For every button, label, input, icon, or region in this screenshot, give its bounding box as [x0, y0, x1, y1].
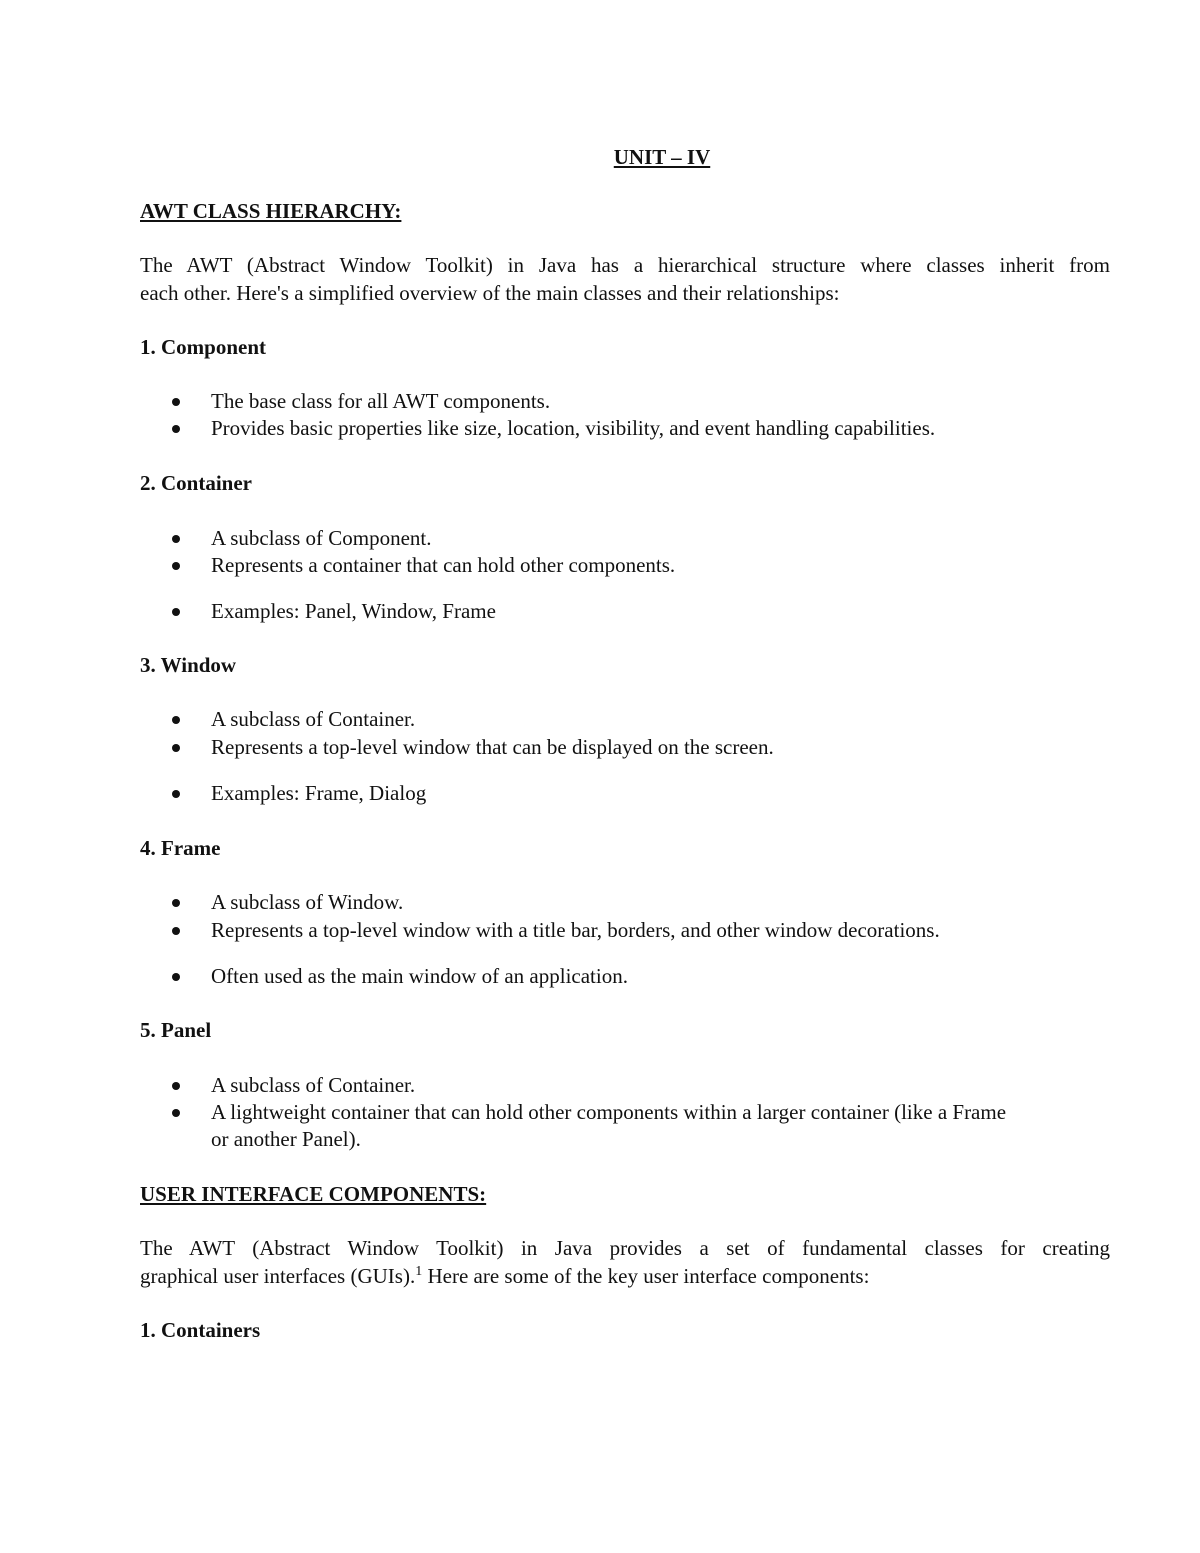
bullet-icon	[172, 398, 180, 406]
intro-paragraph-line: each other. Here's a simplified overview of the main classes and their relationships:	[140, 281, 840, 305]
bullet-item	[172, 733, 774, 761]
subheading-container: 2. Container	[140, 471, 252, 495]
bullet-item	[172, 779, 427, 807]
bullet-item	[172, 916, 940, 944]
bullet-text: A subclass of Container.	[211, 1073, 416, 1097]
intro-paragraph-line	[140, 1262, 869, 1290]
subheading-panel: 5. Panel	[140, 1018, 212, 1042]
bullet-item	[172, 888, 404, 916]
bullet-icon	[172, 608, 180, 616]
bullet-text: Represents a top-level window with a title bar, borders, and other window decorations.	[211, 918, 940, 942]
bullet-text: Examples: Frame, Dialog	[211, 781, 427, 805]
intro-paragraph-line: The AWT (Abstract Window Toolkit) in Java has a hierarchical structure where classes inherit from	[140, 253, 1110, 277]
bullet-icon	[172, 790, 180, 798]
bullet-icon	[172, 744, 180, 752]
bullet-text: Examples: Panel, Window, Frame	[211, 599, 496, 623]
bullet-item	[172, 551, 676, 579]
bullet-icon	[172, 1109, 180, 1117]
bullet-item	[172, 705, 416, 733]
bullet-item	[172, 597, 496, 625]
bullet-item	[172, 387, 551, 415]
bullet-icon	[172, 562, 180, 570]
bullet-item	[172, 1098, 1007, 1126]
bullet-text: A lightweight container that can hold other components within a larger container (like a Frame	[211, 1100, 1007, 1124]
bullet-item	[172, 414, 936, 442]
subheading-window: 3. Window	[140, 653, 237, 677]
intro-text: Here are some of the key user interface components:	[422, 1264, 870, 1288]
bullet-icon	[172, 535, 180, 543]
bullet-icon	[172, 973, 180, 981]
bullet-icon	[172, 927, 180, 935]
bullet-text: Represents a container that can hold other components.	[211, 553, 676, 577]
bullet-item	[172, 1071, 416, 1099]
bullet-icon	[172, 899, 180, 907]
bullet-text-continuation: or another Panel).	[211, 1127, 361, 1151]
section-heading-awt-hierarchy: AWT CLASS HIERARCHY:	[140, 199, 402, 223]
intro-paragraph-line: The AWT (Abstract Window Toolkit) in Java provides a set of fundamental classes for creating	[140, 1236, 1110, 1260]
bullet-item	[172, 962, 628, 990]
intro-text: graphical user interfaces (GUIs).	[140, 1264, 416, 1288]
bullet-text: The base class for all AWT components.	[211, 389, 551, 413]
bullet-text: Provides basic properties like size, location, visibility, and event handling capabilities.	[211, 416, 936, 440]
subheading-containers: 1. Containers	[140, 1318, 261, 1342]
bullet-icon	[172, 716, 180, 724]
bullet-text: Represents a top-level window that can be displayed on the screen.	[211, 735, 774, 759]
bullet-text: A subclass of Component.	[211, 526, 432, 550]
bullet-text: A subclass of Window.	[211, 890, 404, 914]
subheading-frame: 4. Frame	[140, 836, 221, 860]
bullet-item	[172, 524, 432, 552]
bullet-text: Often used as the main window of an application.	[211, 964, 628, 988]
bullet-icon	[172, 1082, 180, 1090]
unit-title: UNIT – IV	[613, 145, 711, 169]
section-heading-ui-components: USER INTERFACE COMPONENTS:	[140, 1182, 487, 1206]
bullet-icon	[172, 425, 180, 433]
footnote-reference[interactable]: 1	[415, 1264, 423, 1279]
subheading-component: 1. Component	[140, 335, 267, 359]
bullet-text: A subclass of Container.	[211, 707, 416, 731]
